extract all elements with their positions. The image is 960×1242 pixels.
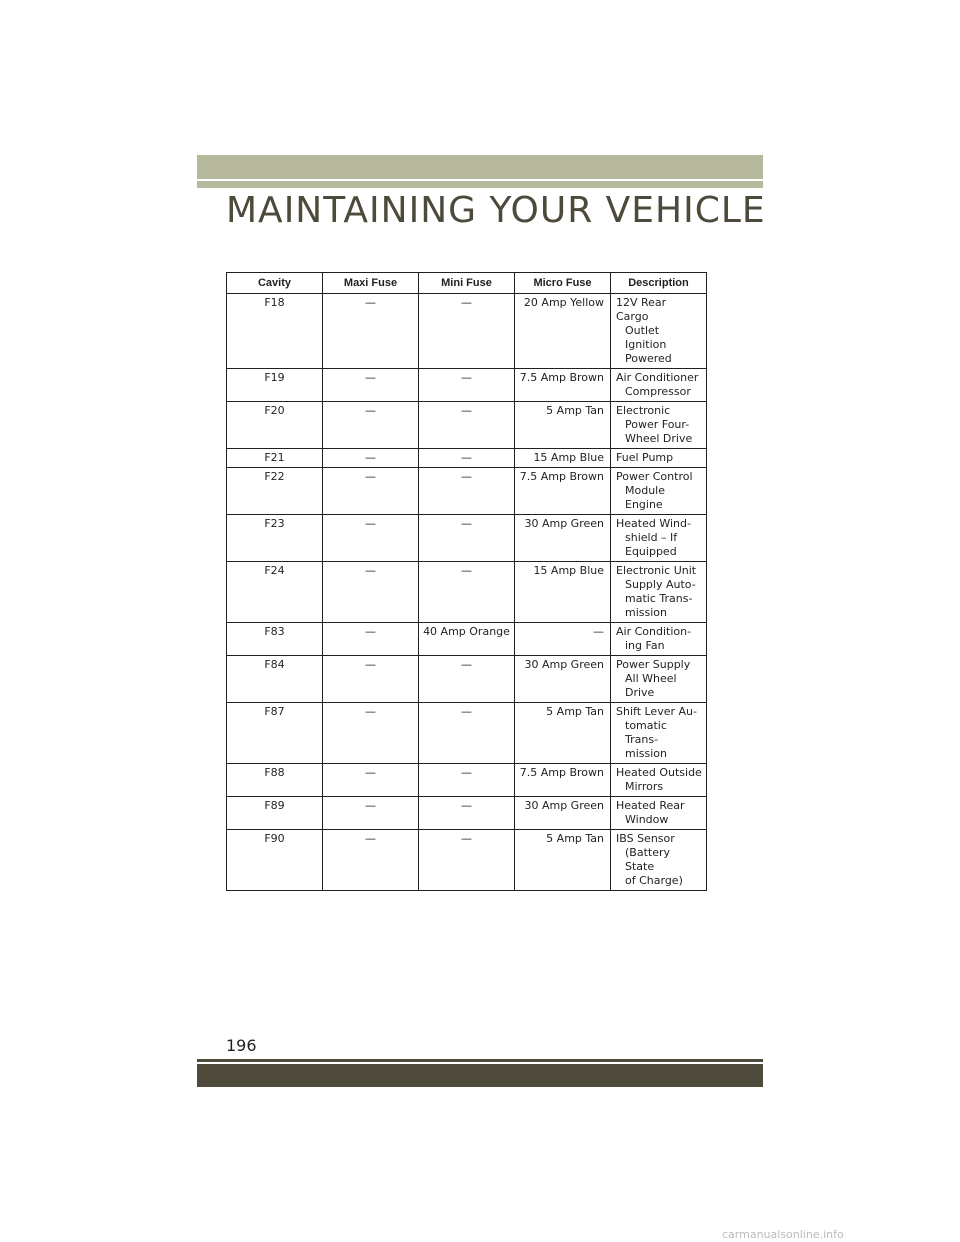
watermark: carmanualsonline.info [722, 1228, 844, 1241]
table-row [227, 515, 707, 562]
micro-fuse-cell: 30 Amp Green [515, 656, 611, 703]
fuse-table [226, 272, 707, 891]
micro-fuse-cell: 30 Amp Green [515, 797, 611, 830]
table-header-row [227, 273, 707, 294]
description-line: Power Supply [616, 658, 691, 671]
cavity-cell: F90 [227, 830, 323, 891]
description-line: ing Fan [625, 639, 665, 652]
micro-fuse-cell: 20 Amp Yellow [515, 294, 611, 369]
maxi-fuse-cell: — [323, 703, 419, 764]
mini-fuse-cell: — [419, 797, 515, 830]
cavity-cell: F21 [227, 449, 323, 468]
description-line: Electronic Unit [616, 564, 697, 577]
table-row [227, 623, 707, 656]
maxi-fuse-cell: — [323, 294, 419, 369]
mini-fuse-cell: — [419, 369, 515, 402]
cavity-cell: F84 [227, 656, 323, 703]
micro-fuse-cell: 7.5 Amp Brown [515, 764, 611, 797]
description-line: Power Four- [625, 418, 690, 431]
description-cell [611, 562, 707, 623]
maxi-fuse-cell: — [323, 468, 419, 515]
column-header-maxi-fuse: Maxi Fuse [323, 273, 419, 294]
description-line: mission [625, 606, 667, 619]
description-line: 12V Rear Cargo [616, 296, 667, 323]
description-line: Heated Wind- [616, 517, 691, 530]
description-cell [611, 830, 707, 891]
mini-fuse-cell: 40 Amp Orange [419, 623, 515, 656]
column-header-micro-fuse: Micro Fuse [515, 273, 611, 294]
cavity-cell: F83 [227, 623, 323, 656]
description-line: (Battery State [625, 846, 671, 873]
description-line: IBS Sensor [616, 832, 675, 845]
description-line: Heated Outside [616, 766, 702, 779]
micro-fuse-cell: 7.5 Amp Brown [515, 369, 611, 402]
mini-fuse-cell: — [419, 515, 515, 562]
table-row [227, 703, 707, 764]
mini-fuse-cell: — [419, 468, 515, 515]
micro-fuse-cell: 15 Amp Blue [515, 449, 611, 468]
description-cell [611, 764, 707, 797]
description-cell [611, 515, 707, 562]
section-title: MAINTAINING YOUR VEHICLE [226, 190, 766, 231]
description-line: mission [625, 747, 667, 760]
maxi-fuse-cell: — [323, 764, 419, 797]
maxi-fuse-cell: — [323, 562, 419, 623]
maxi-fuse-cell: — [323, 449, 419, 468]
description-cell [611, 294, 707, 369]
description-cell [611, 369, 707, 402]
table-row [227, 764, 707, 797]
table-row [227, 562, 707, 623]
micro-fuse-cell: — [515, 623, 611, 656]
mini-fuse-cell: — [419, 703, 515, 764]
mini-fuse-cell: — [419, 294, 515, 369]
description-line: Air Conditioner [616, 371, 699, 384]
description-line: shield – If [625, 531, 678, 544]
description-line: Shift Lever Au- [616, 705, 697, 718]
cavity-cell: F22 [227, 468, 323, 515]
micro-fuse-cell: 5 Amp Tan [515, 703, 611, 764]
mini-fuse-cell: — [419, 449, 515, 468]
cavity-cell: F19 [227, 369, 323, 402]
table-row [227, 830, 707, 891]
cavity-cell: F20 [227, 402, 323, 449]
description-cell [611, 656, 707, 703]
cavity-cell: F23 [227, 515, 323, 562]
description-line: All Wheel Drive [625, 672, 677, 699]
maxi-fuse-cell: — [323, 830, 419, 891]
cavity-cell: F88 [227, 764, 323, 797]
description-cell [611, 703, 707, 764]
header-band [197, 155, 763, 179]
description-cell [611, 797, 707, 830]
description-line: Outlet Ignition [625, 324, 667, 351]
table-row [227, 449, 707, 468]
description-line: Air Condition- [616, 625, 692, 638]
maxi-fuse-cell: — [323, 369, 419, 402]
footer-band-rule [197, 1059, 763, 1062]
maxi-fuse-cell: — [323, 515, 419, 562]
mini-fuse-cell: — [419, 656, 515, 703]
maxi-fuse-cell: — [323, 402, 419, 449]
description-cell [611, 468, 707, 515]
description-cell [611, 402, 707, 449]
description-line: matic Trans- [625, 592, 693, 605]
column-header-cavity: Cavity [227, 273, 323, 294]
description-line: Mirrors [625, 780, 664, 793]
table-row [227, 468, 707, 515]
table-row [227, 294, 707, 369]
description-line: Wheel Drive [625, 432, 693, 445]
mini-fuse-cell: — [419, 562, 515, 623]
cavity-cell: F89 [227, 797, 323, 830]
description-line: Compressor [625, 385, 691, 398]
table-row [227, 656, 707, 703]
description-line: Heated Rear [616, 799, 685, 812]
micro-fuse-cell: 5 Amp Tan [515, 402, 611, 449]
column-header-description: Description [611, 273, 707, 294]
table-row [227, 797, 707, 830]
column-header-mini-fuse: Mini Fuse [419, 273, 515, 294]
maxi-fuse-cell: — [323, 656, 419, 703]
micro-fuse-cell: 30 Amp Green [515, 515, 611, 562]
micro-fuse-cell: 5 Amp Tan [515, 830, 611, 891]
micro-fuse-cell: 15 Amp Blue [515, 562, 611, 623]
page-number: 196 [226, 1036, 257, 1055]
micro-fuse-cell: 7.5 Amp Brown [515, 468, 611, 515]
description-line: Supply Auto- [625, 578, 696, 591]
cavity-cell: F18 [227, 294, 323, 369]
description-line: of Charge) [625, 874, 683, 887]
mini-fuse-cell: — [419, 402, 515, 449]
mini-fuse-cell: — [419, 764, 515, 797]
footer-band [197, 1064, 763, 1087]
table-row [227, 369, 707, 402]
description-cell [611, 623, 707, 656]
maxi-fuse-cell: — [323, 797, 419, 830]
description-line: tomatic Trans- [625, 719, 667, 746]
cavity-cell: F87 [227, 703, 323, 764]
description-line: Electronic [616, 404, 671, 417]
description-line: Window [625, 813, 669, 826]
description-line: Power Control [616, 470, 693, 483]
description-cell [611, 449, 707, 468]
header-band-rule [197, 181, 763, 188]
description-line: Fuel Pump [616, 451, 674, 464]
description-line: Module Engine [625, 484, 665, 511]
description-line: Equipped [625, 545, 677, 558]
description-line: Powered [625, 352, 672, 365]
table-row [227, 402, 707, 449]
cavity-cell: F24 [227, 562, 323, 623]
mini-fuse-cell: — [419, 830, 515, 891]
maxi-fuse-cell: — [323, 623, 419, 656]
